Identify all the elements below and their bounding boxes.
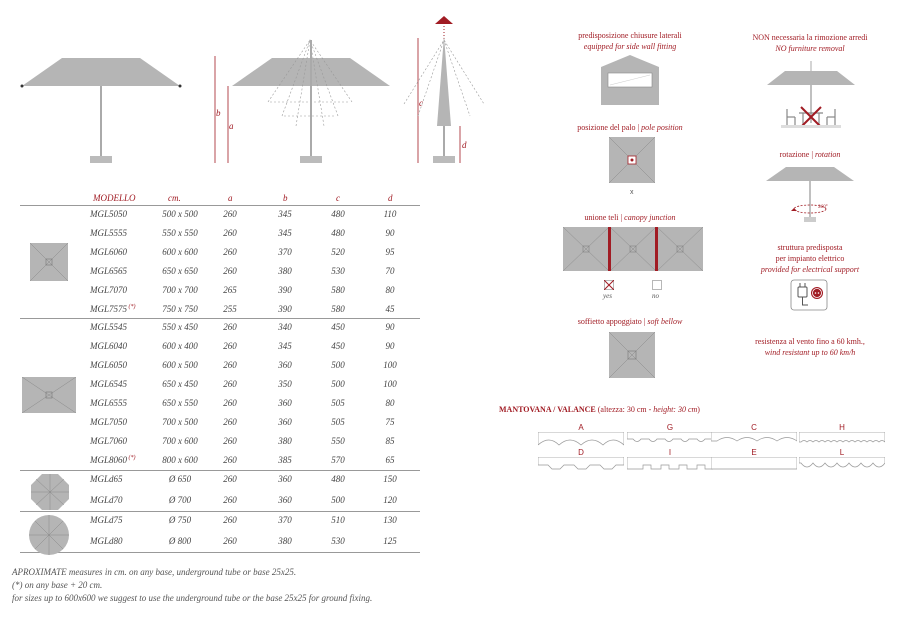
cell-c: 580: [331, 285, 345, 295]
cell-a: 260: [223, 228, 237, 238]
cell-d: 125: [383, 536, 397, 546]
valance-label: E: [751, 448, 757, 457]
cell-model: MGL7060: [90, 436, 128, 446]
wind-label-en: wind resistant up to 60 km/h: [764, 348, 856, 357]
cell-d: 95: [385, 247, 395, 257]
cell-model: MGL5545: [90, 322, 128, 332]
valance-subtitle-it: (altezza: 30 cm -: [597, 405, 654, 414]
cell-d: 65: [385, 455, 395, 465]
cell-a: 260: [223, 515, 237, 525]
cell-c: 570: [331, 455, 345, 465]
square-canopy-icon: [30, 243, 68, 281]
valance-shape-icon: [799, 457, 885, 471]
cell-model: MGL8060 (*): [90, 455, 136, 465]
cell-b: 380: [278, 536, 292, 546]
cell-a: 260: [223, 341, 237, 351]
cell-model: MGL6555: [90, 398, 128, 408]
cell-a: 260: [223, 322, 237, 332]
rotation-angle: 360°: [818, 205, 828, 210]
note-fixing: for sizes up to 600x600 we suggest to use the underground tube or the base 25x25 for ground fixing.: [12, 593, 373, 603]
valance-shape-icon: [627, 432, 713, 446]
cell-c: 550: [331, 436, 345, 446]
cell-c: 530: [331, 266, 345, 276]
table-row: [20, 281, 420, 300]
cell-d: 80: [385, 285, 395, 295]
side-wall-label-en: equipped for side wall fitting: [583, 42, 677, 51]
valance-type-l: [799, 448, 885, 470]
cell-d: 100: [383, 379, 397, 389]
cell-c: 480: [331, 474, 345, 484]
canopy-junction-en: canopy junction: [624, 213, 676, 222]
asterisk-mark: (*): [127, 455, 136, 461]
cell-a: 260: [223, 360, 237, 370]
cell-cm: 500 x 500: [162, 209, 198, 219]
cell-b: 360: [278, 474, 292, 484]
cell-model: MGL6040: [90, 341, 128, 351]
table-row: [20, 491, 420, 510]
umbrella-closed-drawing: [404, 16, 484, 163]
cell-d: 130: [383, 515, 397, 525]
no-checkbox-icon: [652, 280, 662, 290]
cell-b: 385: [278, 455, 292, 465]
cell-model: MGL7050: [90, 417, 128, 427]
canopy-junction-it: unione teli: [584, 213, 619, 222]
valance-type-c: [711, 423, 797, 445]
valance-title-line: [499, 405, 700, 414]
no-label: no: [652, 292, 659, 300]
dim-label-b: b: [216, 108, 221, 118]
cell-model: MGLd80: [90, 536, 123, 546]
cell-d: 110: [383, 209, 397, 219]
cell-b: 340: [278, 322, 292, 332]
cell-c: 510: [331, 515, 345, 525]
table-row: [20, 318, 420, 337]
valance-label: H: [839, 423, 845, 432]
table-row: [20, 432, 420, 451]
valance-shape-icon: [711, 457, 797, 471]
cell-cm: 750 x 750: [162, 304, 198, 314]
cell-cm: 600 x 500: [162, 360, 198, 370]
table-row: [20, 451, 420, 470]
header-d: d: [388, 193, 393, 203]
cell-c: 500: [331, 360, 345, 370]
table-rule: [20, 552, 420, 553]
cell-model: MGL7575 (*): [90, 304, 136, 314]
cell-c: 530: [331, 536, 345, 546]
umbrella-closing-drawing: [232, 40, 390, 163]
cell-b: 380: [278, 266, 292, 276]
asterisk-mark: (*): [127, 304, 136, 310]
yes-label: yes: [603, 292, 612, 300]
cell-d: 80: [385, 398, 395, 408]
header-cm: cm.: [168, 193, 181, 203]
cell-cm: Ø 700: [168, 495, 192, 505]
yes-checkbox-icon: [604, 280, 614, 290]
cell-cm: Ø 750: [168, 515, 192, 525]
valance-type-e: [711, 448, 797, 470]
cell-d: 150: [383, 474, 397, 484]
no-furniture-removal-icon: [765, 57, 857, 129]
round-canopy-icon: [28, 514, 70, 556]
valance-shape-icon: [538, 432, 624, 446]
valance-shape-icon: [799, 432, 885, 446]
header-a: a: [228, 193, 233, 203]
cell-a: 255: [223, 304, 237, 314]
cell-model: MGLd65: [90, 474, 123, 484]
cell-a: 260: [223, 379, 237, 389]
table-row: [20, 262, 420, 281]
cell-b: 380: [278, 436, 292, 446]
table-row: [20, 470, 420, 489]
cell-d: 45: [385, 304, 395, 314]
cell-model: MGL6050: [90, 360, 128, 370]
cell-b: 345: [278, 341, 292, 351]
header-model: MODELLO: [93, 193, 136, 203]
octagonal-canopy-icon: [30, 473, 70, 511]
dim-label-d: d: [462, 140, 467, 150]
cell-d: 90: [385, 322, 395, 332]
cell-b: 370: [278, 247, 292, 257]
no-removal-label-it: NON necessaria la rimozione arredi: [752, 33, 868, 42]
cell-c: 480: [331, 228, 345, 238]
cell-a: 260: [223, 247, 237, 257]
cell-d: 90: [385, 341, 395, 351]
cell-b: 350: [278, 379, 292, 389]
cell-a: 265: [223, 285, 237, 295]
electrical-label-it2: per impianto elettrico: [775, 254, 845, 263]
pole-position-it: posizione del palo: [577, 123, 636, 132]
table-row: [20, 337, 420, 356]
cell-a: 260: [223, 209, 237, 219]
wind-label-it: resistenza al vento fino a 60 kmh.,: [755, 337, 865, 346]
valance-label: G: [666, 423, 674, 432]
cell-model: MGL6545: [90, 379, 128, 389]
valance-type-d: [538, 448, 624, 470]
cell-cm: Ø 650: [168, 474, 192, 484]
umbrella-diagrams: [0, 0, 500, 190]
cell-model: MGL6060: [90, 247, 128, 257]
pole-position-icon: [609, 137, 655, 183]
cell-c: 480: [331, 209, 345, 219]
cell-d: 120: [383, 495, 397, 505]
valance-subtitle-en: height: 30 cm: [653, 405, 698, 414]
cell-c: 505: [331, 398, 345, 408]
cell-model: MGL5050: [90, 209, 128, 219]
cell-c: 520: [331, 247, 345, 257]
valance-type-a: [538, 423, 624, 445]
cell-cm: Ø 800: [168, 536, 192, 546]
table-row: [20, 356, 420, 375]
cell-b: 360: [278, 398, 292, 408]
cell-a: 260: [223, 474, 237, 484]
pole-position-label: posizione del palo | pole position: [577, 123, 683, 132]
cell-cm: 550 x 450: [162, 322, 198, 332]
cell-cm: 600 x 600: [162, 247, 198, 257]
rotation-label: rotazione | rotation: [779, 150, 841, 159]
valance-shape-icon: [538, 457, 624, 471]
cell-b: 360: [278, 360, 292, 370]
note-base: (*) on any base + 20 cm.: [12, 580, 103, 590]
table-row: [20, 511, 420, 530]
cell-d: 70: [385, 266, 395, 276]
valance-label: I: [668, 448, 672, 457]
cell-a: 260: [223, 417, 237, 427]
rectangular-canopy-icon: [22, 377, 76, 413]
cell-a: 260: [223, 536, 237, 546]
soft-bellow-it: soffietto appoggiato: [577, 317, 642, 326]
cell-b: 360: [278, 417, 292, 427]
table-row: [20, 532, 420, 551]
table-row: [20, 243, 420, 262]
no-removal-label-en: NO furniture removal: [775, 44, 845, 53]
cell-a: 260: [223, 436, 237, 446]
cell-d: 85: [385, 436, 395, 446]
canopy-junction-icon: [563, 227, 703, 271]
electrical-label-en: provided for electrical support: [760, 265, 860, 274]
side-wall-icon: [601, 55, 659, 105]
dim-label-c: c: [419, 98, 423, 108]
table-row: [20, 375, 420, 394]
cell-a: 260: [223, 495, 237, 505]
cell-c: 450: [331, 341, 345, 351]
cell-model: MGL7070: [90, 285, 128, 295]
table-row: [20, 394, 420, 413]
valance-shape-icon: [711, 432, 797, 446]
cell-cm: 650 x 550: [162, 398, 198, 408]
pole-mark: x: [630, 189, 634, 196]
cell-a: 260: [223, 398, 237, 408]
cell-cm: 650 x 650: [162, 266, 198, 276]
valance-label: C: [751, 423, 757, 432]
cell-cm: 700 x 500: [162, 417, 198, 427]
soft-bellow-label: soffietto appoggiato | soft bellow: [577, 317, 683, 326]
valance-subtitle-end: ): [697, 405, 700, 414]
valance-type-h: [799, 423, 885, 445]
table-row: [20, 413, 420, 432]
cell-c: 500: [331, 379, 345, 389]
cell-cm: 550 x 550: [162, 228, 198, 238]
cell-d: 75: [385, 417, 395, 427]
electrical-label-it1: struttura predisposta: [777, 243, 843, 252]
table-row: [20, 224, 420, 243]
rotation-icon: [764, 163, 856, 223]
cell-a: 260: [223, 455, 237, 465]
rotation-en: rotation: [814, 150, 841, 159]
valance-title: MANTOVANA / VALANCE: [499, 405, 596, 414]
canopy-junction-label: unione teli | canopy junction: [584, 213, 676, 222]
header-c: c: [336, 193, 340, 203]
cell-model: MGL6565: [90, 266, 128, 276]
cell-cm: 700 x 600: [162, 436, 198, 446]
umbrella-open-drawing: [21, 58, 182, 163]
cell-model: MGL5555: [90, 228, 128, 238]
cell-b: 360: [278, 495, 292, 505]
dim-label-a: a: [229, 121, 234, 131]
cell-b: 390: [278, 285, 292, 295]
cell-cm: 800 x 600: [162, 455, 198, 465]
cell-cm: 700 x 700: [162, 285, 198, 295]
soft-bellow-icon: [609, 332, 655, 378]
valance-label: L: [839, 448, 845, 457]
cell-b: 345: [278, 209, 292, 219]
cell-d: 90: [385, 228, 395, 238]
header-b: b: [283, 193, 288, 203]
table-row: [20, 205, 420, 224]
valance-label: D: [578, 448, 584, 457]
valance-label: A: [578, 423, 584, 432]
soft-bellow-en: soft bellow: [647, 317, 683, 326]
cell-cm: 600 x 400: [162, 341, 198, 351]
cell-d: 100: [383, 360, 397, 370]
valance-shape-icon: [627, 457, 713, 471]
cell-model: MGLd75: [90, 515, 123, 525]
pole-position-en: pole position: [641, 123, 683, 132]
note-measures: APROXIMATE measures in cm. on any base, underground tube or base 25x25.: [12, 567, 297, 577]
cell-model: MGLd70: [90, 495, 123, 505]
side-wall-label-it: predisposizione chiusure laterali: [578, 31, 682, 40]
valance-type-g: [627, 423, 713, 445]
valance-type-i: [627, 448, 713, 470]
cell-b: 345: [278, 228, 292, 238]
cell-c: 580: [331, 304, 345, 314]
electrical-plug-icon: [790, 279, 828, 311]
cell-c: 500: [331, 495, 345, 505]
cell-b: 370: [278, 515, 292, 525]
cell-a: 260: [223, 266, 237, 276]
cell-c: 505: [331, 417, 345, 427]
rotation-it: rotazione: [779, 150, 810, 159]
table-row: [20, 300, 420, 319]
cell-c: 450: [331, 322, 345, 332]
cell-cm: 650 x 450: [162, 379, 198, 389]
cell-b: 390: [278, 304, 292, 314]
